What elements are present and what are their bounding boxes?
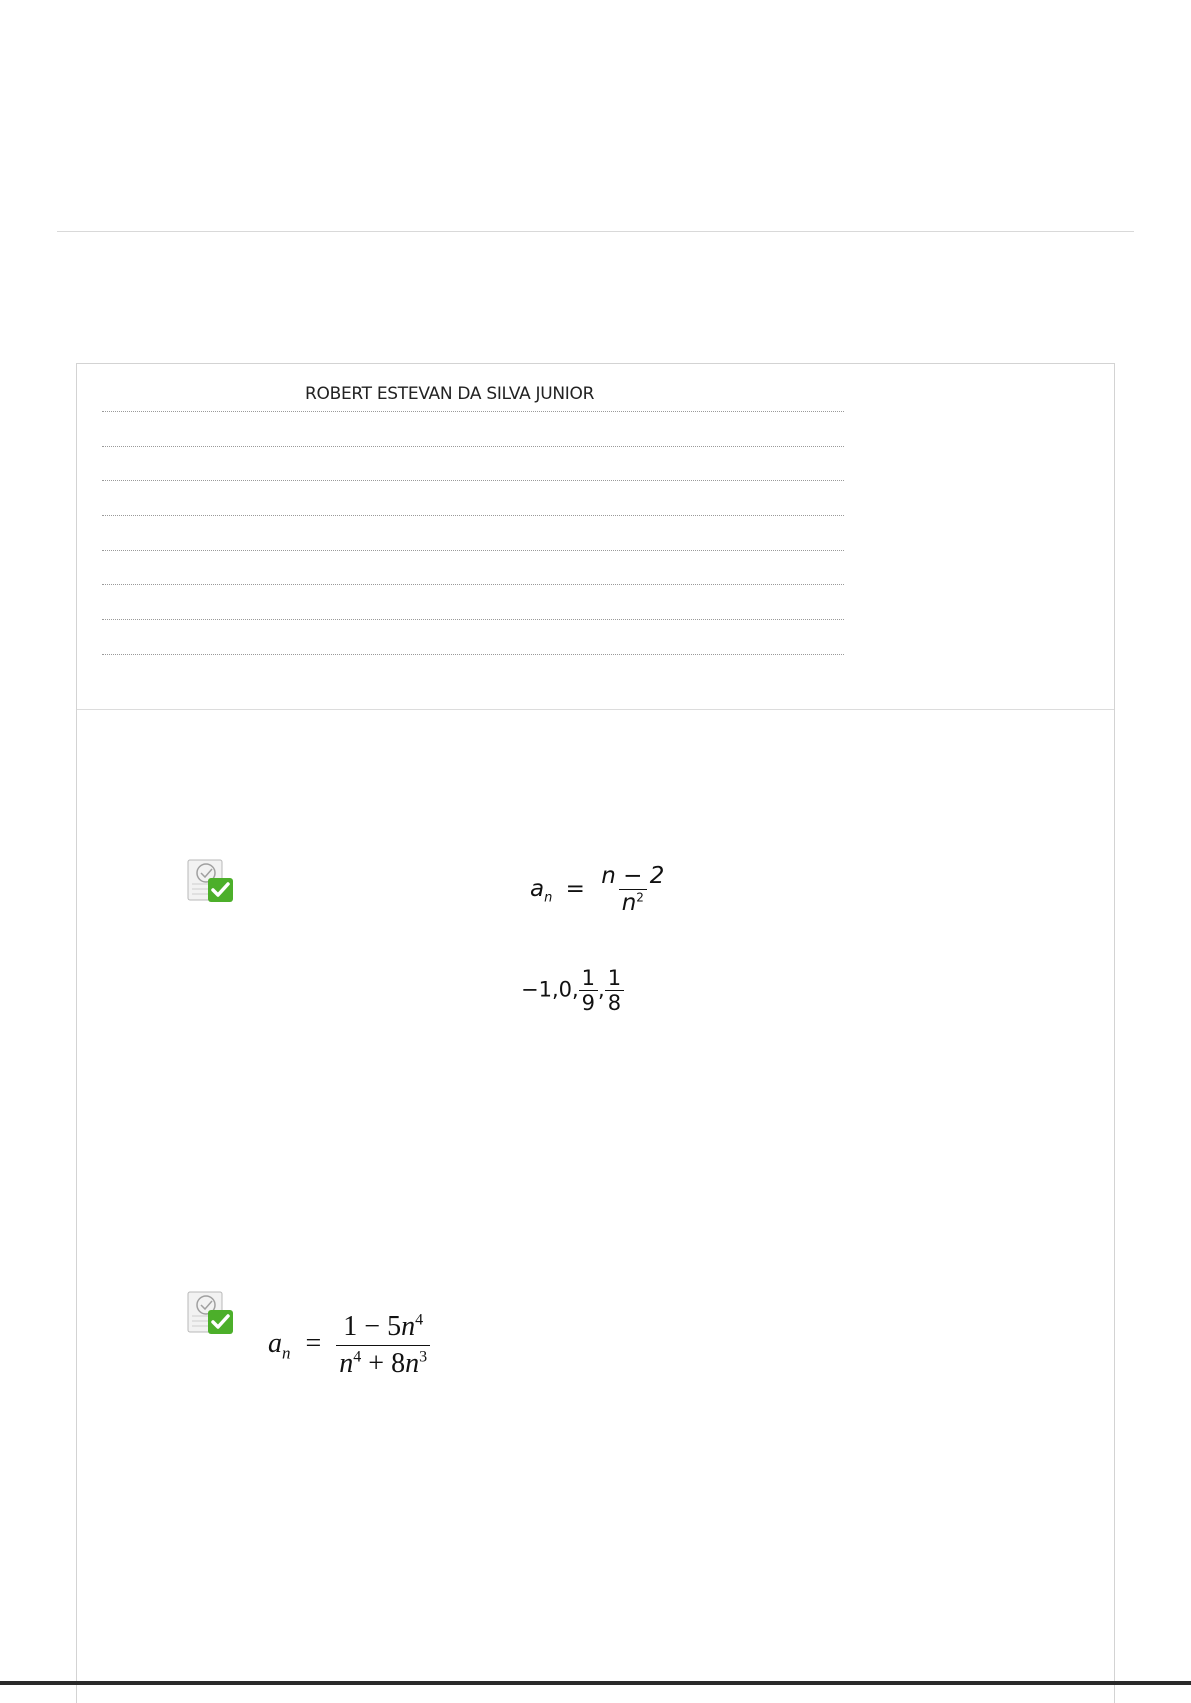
formula-1 — [530, 863, 667, 916]
answer-1-frac-b-den: 8 — [605, 990, 624, 1015]
info-line — [102, 411, 844, 412]
formula-1-equals: = — [565, 876, 585, 902]
info-line — [102, 515, 844, 516]
formula-2-den-exp1: 4 — [353, 1348, 362, 1366]
check-document-icon — [186, 1286, 236, 1336]
answer-1-frac-a-num: 1 — [581, 966, 596, 990]
answer-1-fraction-b — [605, 966, 624, 1015]
answer-1-frac-a-den: 9 — [579, 990, 598, 1015]
formula-2-num-a: 1 − 5 — [343, 1311, 402, 1342]
header-divider — [57, 231, 1134, 232]
footer-bar — [0, 1681, 1191, 1685]
formula-2-den-exp2: 3 — [419, 1348, 428, 1366]
info-line — [102, 446, 844, 447]
formula-2-lhs: a — [268, 1327, 282, 1359]
info-line — [102, 550, 844, 551]
student-info-box — [77, 364, 1114, 710]
question-panel — [76, 363, 1115, 1703]
formula-1-denominator-exp: 2 — [636, 890, 644, 905]
formula-2-num-exp: 4 — [415, 1311, 424, 1329]
formula-1-denominator: n — [621, 890, 637, 916]
info-line — [102, 480, 844, 481]
info-line — [102, 584, 844, 585]
answer-1-separator: , — [598, 977, 605, 1002]
student-name: ROBERT ESTEVAN DA SILVA JUNIOR — [305, 384, 595, 404]
answer-1 — [521, 966, 624, 1015]
info-line — [102, 654, 844, 655]
answer-1-fraction-a — [579, 966, 598, 1015]
formula-1-numerator: n − 2 — [601, 863, 665, 889]
check-document-icon — [186, 854, 236, 904]
answer-1-prefix: −1,0, — [521, 977, 579, 1002]
formula-2 — [268, 1311, 430, 1380]
formula-2-fraction — [336, 1311, 430, 1380]
formula-2-den-var2: n — [405, 1348, 420, 1379]
info-line — [102, 619, 844, 620]
formula-1-lhs: a — [530, 876, 545, 902]
formula-2-den-var1: n — [339, 1348, 354, 1379]
answer-1-frac-b-num: 1 — [607, 966, 622, 990]
formula-2-lhs-sub: n — [282, 1343, 291, 1363]
formula-1-lhs-sub: n — [544, 890, 553, 906]
formula-2-num-var: n — [401, 1311, 416, 1342]
formula-2-equals: = — [305, 1327, 322, 1359]
formula-1-fraction — [598, 863, 667, 916]
formula-2-den-mid: + 8 — [361, 1348, 406, 1379]
